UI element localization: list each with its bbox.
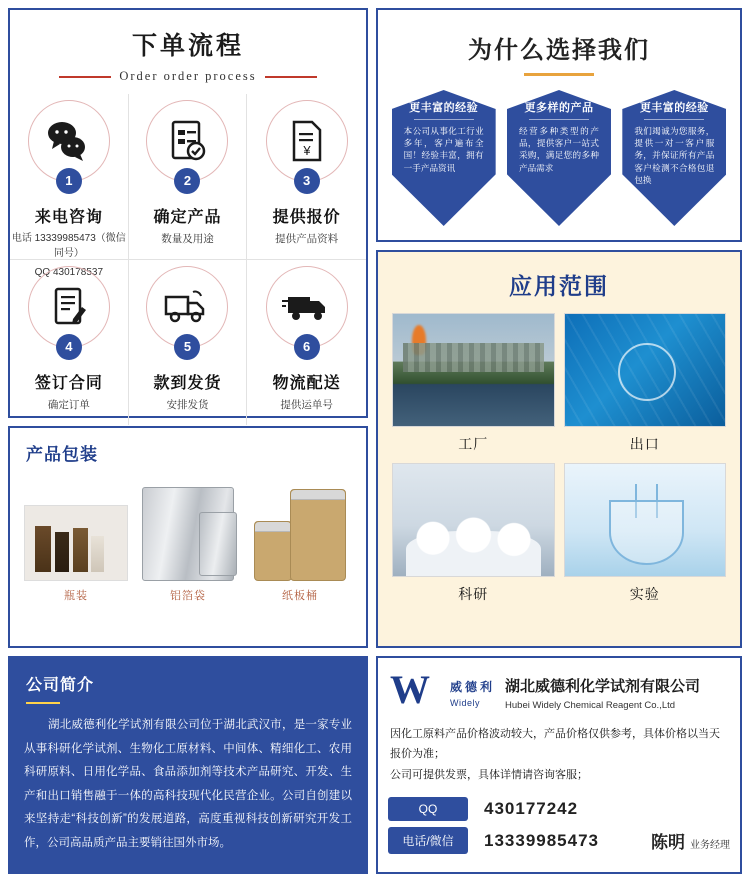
contact-person xyxy=(651,828,730,853)
step-1-qq: QQ 430178537 xyxy=(34,267,104,278)
why-us-cards xyxy=(378,90,740,226)
logo-text-block xyxy=(450,678,495,708)
contract-icon xyxy=(49,285,89,329)
order-process-section xyxy=(8,8,368,418)
step-4-sub: 确定订单 xyxy=(47,399,90,411)
packaging-section xyxy=(8,426,368,648)
card-1-body: 本公司从事化工行业多年，客户遍布全国！经验丰富，拥有一手产品资讯 xyxy=(403,126,484,173)
card-2-head: 更多样的产品 xyxy=(524,102,594,114)
step-2-name: 确定产品 xyxy=(153,209,222,226)
why-us-card-3 xyxy=(622,90,726,226)
app-item-research xyxy=(392,463,555,604)
delivery-van-icon xyxy=(282,289,332,325)
phone-wechat-value[interactable]: 13339985473 xyxy=(484,830,600,850)
step-4-circle xyxy=(28,266,110,354)
export-photo xyxy=(564,313,727,427)
contact-person-role: 业务经理 xyxy=(690,840,730,852)
process-step-2 xyxy=(129,94,248,260)
step-6-name: 物流配送 xyxy=(272,375,341,392)
contact-person-name: 陈明 xyxy=(651,833,685,853)
step-6-circle xyxy=(266,266,348,354)
order-process-grid xyxy=(10,94,366,425)
why-us-card-1 xyxy=(392,90,496,226)
research-photo xyxy=(392,463,555,577)
truck-icon xyxy=(163,287,211,327)
app-item-research-caption: 科研 xyxy=(458,586,489,602)
card-3-head: 更丰富的经验 xyxy=(639,102,709,114)
contact-note-1: 因化工原料产品价格波动较大，产品价格仅供参考，具体价格以当天报价为准； xyxy=(390,728,720,761)
quote-icon xyxy=(288,119,326,163)
qq-value[interactable]: 430177242 xyxy=(484,799,579,819)
packaging-item-foil-bag-caption: 铝箔袋 xyxy=(170,590,206,602)
company-logo-icon xyxy=(390,667,442,716)
logo-letter: W xyxy=(390,667,430,712)
packaging-item-foil-bag xyxy=(136,471,240,603)
packaging-items xyxy=(10,483,366,603)
process-step-1 xyxy=(10,94,129,278)
packaging-item-bottles xyxy=(24,471,128,603)
company-intro-section xyxy=(8,656,368,874)
card-1-rule xyxy=(414,119,474,120)
title-rule-right xyxy=(265,76,317,78)
qq-label: QQ xyxy=(388,797,468,821)
step-1-number: 1 xyxy=(56,168,82,194)
application-scope-section xyxy=(376,250,742,648)
application-scope-title: 应用范围 xyxy=(509,273,609,299)
why-choose-us-section xyxy=(376,8,742,242)
packaging-title: 产品包装 xyxy=(26,445,98,464)
packaging-item-drum xyxy=(248,471,352,603)
contact-row-qq xyxy=(388,797,730,821)
phone-wechat-label: 电话/微信 xyxy=(388,827,468,854)
application-scope-grid xyxy=(378,301,740,604)
app-item-factory-caption: 工厂 xyxy=(458,436,489,452)
step-1-phone: 电话 13339985473（微信同号） xyxy=(11,233,126,259)
why-us-card-2 xyxy=(507,90,611,226)
company-name-cn: 湖北威德利化学试剂有限公司 xyxy=(505,678,701,695)
step-5-circle xyxy=(146,266,228,354)
contact-rows xyxy=(378,785,740,854)
process-step-3 xyxy=(247,94,366,260)
card-3-body: 我们竭诚为您服务，提供一对一客户服务，并保证所有产品客户检测不合格包退包换 xyxy=(634,126,715,185)
why-us-title: 为什么选择我们 xyxy=(468,37,650,64)
step-3-sub: 提供产品资料 xyxy=(275,233,339,245)
packaging-item-bottles-caption: 瓶装 xyxy=(64,590,88,602)
card-2-body: 经营多种类型的产品，提供客户一站式采购，满足您的多种产品需求 xyxy=(518,126,599,173)
step-2-number: 2 xyxy=(174,168,200,194)
app-item-factory xyxy=(392,313,555,454)
contact-note-2: 公司可提供发票，具体详情请咨询客服； xyxy=(390,768,588,781)
bottles-photo xyxy=(24,471,128,581)
factory-photo xyxy=(392,313,555,427)
step-4-number: 4 xyxy=(56,334,82,360)
app-item-laboratory xyxy=(564,463,727,604)
process-step-4 xyxy=(10,260,129,425)
checklist-icon xyxy=(167,119,207,163)
step-2-sub: 数量及用途 xyxy=(161,233,214,245)
logo-brand-en: Widely xyxy=(450,698,481,708)
step-6-number: 6 xyxy=(294,334,320,360)
step-1-circle xyxy=(28,100,110,188)
card-3-rule xyxy=(644,119,704,120)
process-step-5 xyxy=(129,260,248,425)
contact-section xyxy=(376,656,742,874)
step-2-circle xyxy=(146,100,228,188)
step-4-name: 签订合同 xyxy=(34,375,103,392)
step-5-name: 款到发货 xyxy=(153,375,222,392)
cardboard-drum-photo xyxy=(248,471,352,581)
why-us-underline xyxy=(524,73,594,76)
app-item-laboratory-caption: 实验 xyxy=(629,586,660,602)
app-item-export xyxy=(564,313,727,454)
contact-header xyxy=(378,658,740,716)
company-name-en: Hubei Widely Chemical Reagent Co.,Ltd xyxy=(505,700,676,711)
svg-text:¥: ¥ xyxy=(303,143,311,158)
packaging-item-drum-caption: 纸板桶 xyxy=(282,590,318,602)
contact-row-phone xyxy=(388,827,730,854)
contact-notes xyxy=(378,716,740,785)
step-3-circle xyxy=(266,100,348,188)
step-3-number: 3 xyxy=(294,168,320,194)
company-intro-body: 湖北威德利化学试剂有限公司位于湖北武汉市，是一家专业从事科研化学试剂、生物化工原材料、中间体、精细化工、农用科研原料、日用化学品、食品添加剂等技术产品研究、开发、生产和出口销售融于一体的高科技现代化民营企业。公司自创建以来坚持走“科技创新”的发展道路，高度重视科技创新研究开发工作，公司高品质产品主要销往国外市场。 xyxy=(24,719,352,849)
step-3-name: 提供报价 xyxy=(272,209,341,226)
laboratory-photo xyxy=(564,463,727,577)
card-2-rule xyxy=(529,119,589,120)
company-intro-title: 公司简介 xyxy=(26,677,95,694)
order-process-title xyxy=(10,10,366,84)
step-5-sub: 安排发货 xyxy=(166,399,209,411)
card-1-head: 更丰富的经验 xyxy=(409,102,479,114)
step-1-name: 来电咨询 xyxy=(34,209,103,226)
title-rule-left xyxy=(59,76,111,78)
app-item-export-caption: 出口 xyxy=(629,436,660,452)
foil-bag-photo xyxy=(136,471,240,581)
process-step-6 xyxy=(247,260,366,425)
order-process-title-en: Order order process xyxy=(119,69,257,83)
order-process-title-cn: 下单流程 xyxy=(131,32,244,60)
chat-icon xyxy=(46,120,92,162)
step-6-sub: 提供运单号 xyxy=(280,399,333,411)
step-5-number: 5 xyxy=(174,334,200,360)
logo-brand-cn: 威德利 xyxy=(450,680,496,694)
